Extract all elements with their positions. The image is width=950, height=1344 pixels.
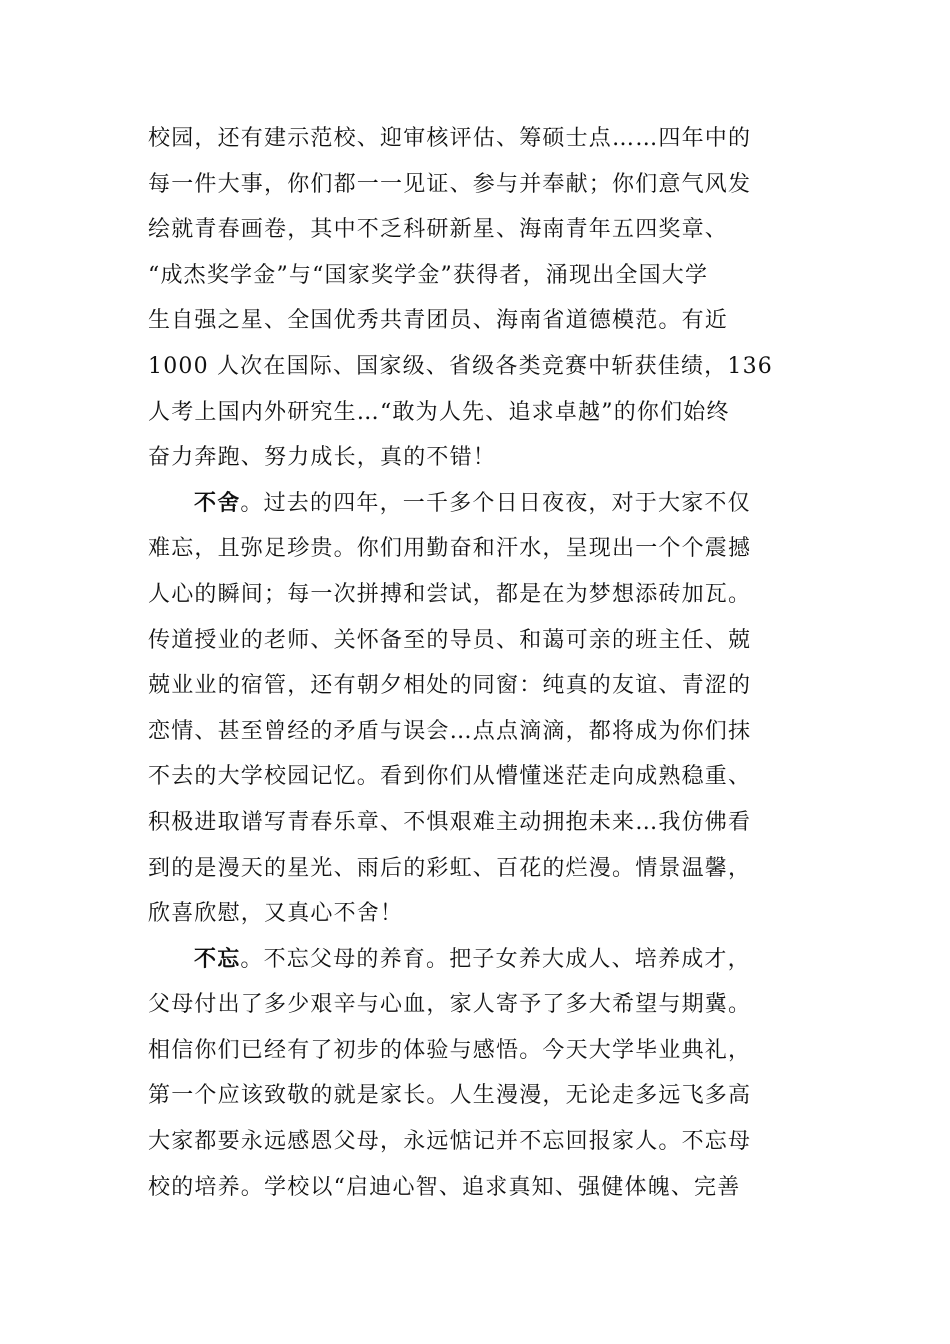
paragraph-lead-word: 不舍 — [194, 490, 241, 516]
paragraph-buwang — [148, 937, 808, 1211]
text-line: 人考上国内外研究生…“敢为人先、追求卓越”的你们始终 — [148, 399, 730, 425]
text-line: 校的培养。学校以“启迪心智、追求真知、强健体魄、完善 — [148, 1174, 741, 1200]
text-line: 传道授业的老师、关怀备至的导员、和蔼可亲的班主任、兢 — [148, 627, 752, 653]
paragraph-first-line — [148, 937, 808, 983]
text-line: 相信你们已经有了初步的体验与感悟。今天大学毕业典礼， — [148, 1037, 752, 1063]
text-line: 难忘，且弥足珍贵。你们用勤奋和汗水，呈现出一个个震撼 — [148, 536, 752, 562]
paragraph-bushe — [148, 481, 808, 937]
paragraph-first-line — [148, 481, 808, 527]
text-line: 奋力奔跑、努力成长，真的不错！ — [148, 445, 497, 471]
text-line: 兢业业的宿管，还有朝夕相处的同窗：纯真的友谊、青涩的 — [148, 673, 752, 699]
text-line: 积极进取谱写青春乐章、不惧艰难主动拥抱未来…我仿佛看 — [148, 809, 752, 835]
text-line: 每一件大事，你们都一一见证、参与并奉献；你们意气风发 — [148, 171, 752, 197]
text-line: 到的是漫天的星光、雨后的彩虹、百花的烂漫。情景温馨， — [148, 855, 752, 881]
document-page — [148, 116, 808, 1210]
first-line-text: 。不忘父母的养育。把子女养大成人、培养成才， — [240, 946, 751, 972]
text-line: 生自强之星、全国优秀共青团员、海南省道德模范。有近 — [148, 308, 729, 334]
paragraph-achievements — [148, 116, 808, 481]
paragraph-lead-word: 不忘 — [194, 946, 241, 972]
text-line: 1000 人次在国际、国家级、省级各类竞赛中斩获佳绩，136 — [148, 353, 773, 379]
text-line: 第一个应该致敬的就是家长。人生漫漫，无论走多远飞多高 — [148, 1083, 752, 1109]
text-line: 不去的大学校园记忆。看到你们从懵懂迷茫走向成熟稳重、 — [148, 764, 752, 790]
text-line: 父母付出了多少艰辛与心血，家人寄予了多大希望与期冀。 — [148, 992, 752, 1018]
text-line: 校园，还有建示范校、迎审核评估、筹硕士点……四年中的 — [148, 126, 752, 151]
text-line: 人心的瞬间；每一次拼搏和尝试，都是在为梦想添砖加瓦。 — [148, 581, 752, 607]
first-line-text: 。过去的四年，一千多个日日夜夜，对于大家不仅 — [240, 490, 751, 516]
text-line: “成杰奖学金”与“国家奖学金”获得者，涌现出全国大学 — [148, 262, 709, 288]
text-line: 欣喜欣慰，又真心不舍！ — [148, 901, 404, 927]
text-line: 绘就青春画卷，其中不乏科研新星、海南青年五四奖章、 — [148, 217, 729, 243]
text-line: 大家都要永远感恩父母，永远惦记并不忘回报家人。不忘母 — [148, 1129, 752, 1155]
text-line: 恋情、甚至曾经的矛盾与误会…点点滴滴，都将成为你们抹 — [148, 718, 752, 744]
